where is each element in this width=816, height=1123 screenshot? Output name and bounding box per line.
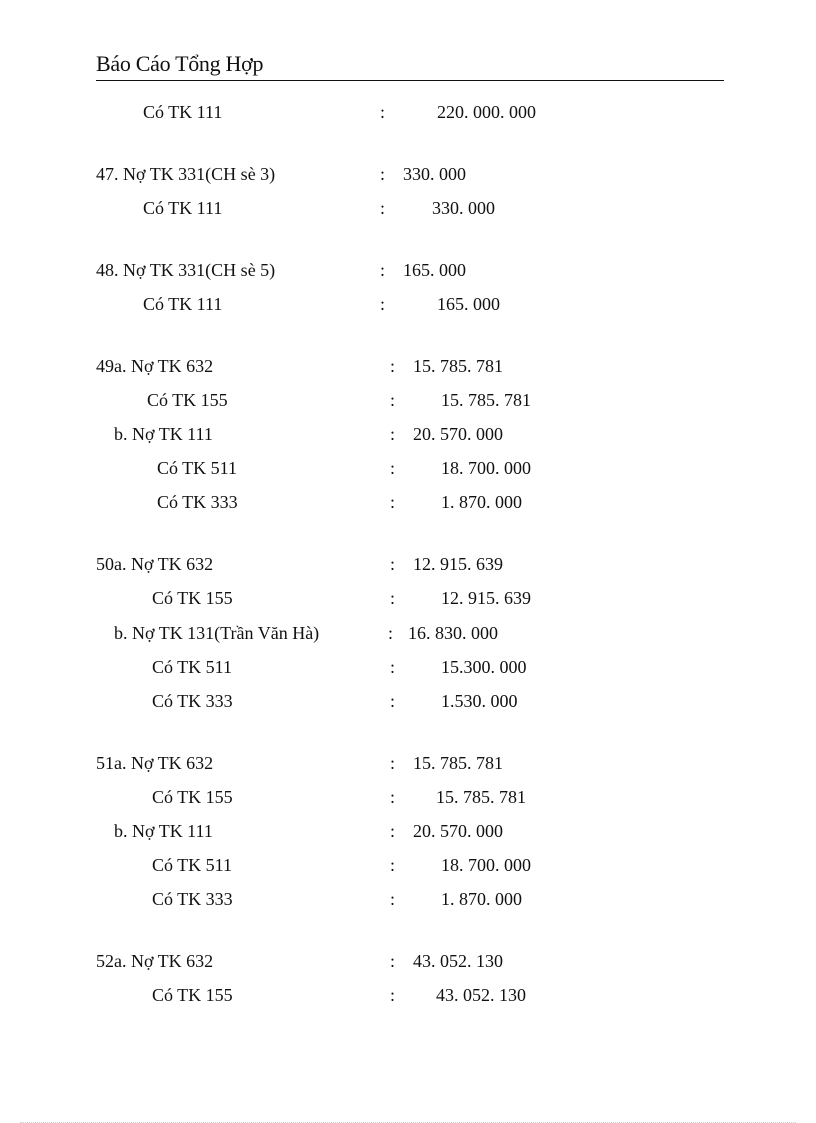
entry-line — [0, 293, 816, 315]
separator-colon: : — [390, 588, 396, 608]
separator-colon: : — [390, 492, 396, 512]
account-label: Có TK 155 — [147, 390, 228, 410]
entry-line — [0, 690, 816, 712]
account-label: Có TK 333 — [152, 889, 233, 909]
amount: 16. 830. 000 — [408, 623, 498, 643]
separator-colon: : — [380, 164, 386, 184]
entry-line — [0, 820, 816, 842]
account-label: b. Nợ TK 111 — [114, 821, 213, 841]
amount: 15. 785. 781 — [413, 753, 503, 773]
entry-line — [0, 622, 816, 644]
account-label: 48. Nợ TK 331(CH sè 5) — [96, 260, 276, 280]
entry-line — [0, 197, 816, 219]
amount: 165. 000 — [437, 294, 500, 314]
amount: 330. 000 — [432, 198, 495, 218]
amount: 330. 000 — [403, 164, 466, 184]
account-label: 47. Nợ TK 331(CH sè 3) — [96, 164, 276, 184]
entry-line — [0, 389, 816, 411]
account-label: Có TK 155 — [152, 985, 233, 1005]
entry-line — [0, 656, 816, 678]
entry-line — [0, 163, 816, 185]
separator-colon: : — [388, 623, 394, 643]
entry-line — [0, 101, 816, 123]
amount: 1. 870. 000 — [441, 889, 522, 909]
separator-colon: : — [390, 985, 396, 1005]
separator-colon: : — [390, 951, 396, 971]
account-label: 50a. Nợ TK 632 — [96, 554, 214, 574]
separator-colon: : — [390, 458, 396, 478]
amount: 220. 000. 000 — [437, 102, 536, 122]
separator-colon: : — [390, 657, 396, 677]
separator-colon: : — [380, 260, 386, 280]
separator-colon: : — [390, 691, 396, 711]
amount: 15. 785. 781 — [413, 356, 503, 376]
account-label: Có TK 155 — [152, 588, 233, 608]
separator-colon: : — [390, 356, 396, 376]
account-label: Có TK 333 — [157, 492, 238, 512]
separator-colon: : — [390, 390, 396, 410]
entry-line — [0, 786, 816, 808]
account-label: Có TK 111 — [143, 198, 223, 218]
entry-line — [0, 457, 816, 479]
entry-line — [0, 984, 816, 1006]
account-label: b. Nợ TK 131(Trần Văn Hà) — [114, 623, 320, 643]
separator-colon: : — [380, 102, 386, 122]
account-label: 51a. Nợ TK 632 — [96, 753, 214, 773]
entry-line — [0, 553, 816, 575]
entry-line — [0, 888, 816, 910]
account-label: 49a. Nợ TK 632 — [96, 356, 214, 376]
entry-line — [0, 950, 816, 972]
account-label: Có TK 155 — [152, 787, 233, 807]
page-title: Báo Cáo Tổng Hợp — [96, 51, 264, 76]
entry-line — [0, 355, 816, 377]
entry-line — [0, 854, 816, 876]
separator-colon: : — [390, 787, 396, 807]
entry-line — [0, 259, 816, 281]
amount: 1.530. 000 — [441, 691, 518, 711]
amount: 43. 052. 130 — [436, 985, 526, 1005]
amount: 12. 915. 639 — [413, 554, 503, 574]
account-label: Có TK 511 — [152, 657, 233, 677]
separator-colon: : — [380, 294, 386, 314]
entry-line — [0, 423, 816, 445]
amount: 15. 785. 781 — [436, 787, 526, 807]
amount: 18. 700. 000 — [441, 458, 531, 478]
separator-colon: : — [390, 424, 396, 444]
amount: 15.300. 000 — [441, 657, 527, 677]
separator-colon: : — [380, 198, 386, 218]
amount: 1. 870. 000 — [441, 492, 522, 512]
page-header — [96, 50, 724, 81]
account-label: Có TK 511 — [152, 855, 233, 875]
separator-colon: : — [390, 821, 396, 841]
separator-colon: : — [390, 855, 396, 875]
amount: 15. 785. 781 — [441, 390, 531, 410]
entry-line — [0, 752, 816, 774]
amount: 20. 570. 000 — [413, 821, 503, 841]
separator-colon: : — [390, 554, 396, 574]
entry-line — [0, 491, 816, 513]
separator-colon: : — [390, 753, 396, 773]
separator-colon: : — [390, 889, 396, 909]
amount: 18. 700. 000 — [441, 855, 531, 875]
account-label: Có TK 333 — [152, 691, 233, 711]
account-label: Có TK 111 — [143, 102, 223, 122]
amount: 20. 570. 000 — [413, 424, 503, 444]
entry-line — [0, 587, 816, 609]
account-label: Có TK 111 — [143, 294, 223, 314]
amount: 12. 915. 639 — [441, 588, 531, 608]
account-label: Có TK 511 — [157, 458, 238, 478]
amount: 43. 052. 130 — [413, 951, 503, 971]
account-label: b. Nợ TK 111 — [114, 424, 213, 444]
account-label: 52a. Nợ TK 632 — [96, 951, 214, 971]
amount: 165. 000 — [403, 260, 466, 280]
